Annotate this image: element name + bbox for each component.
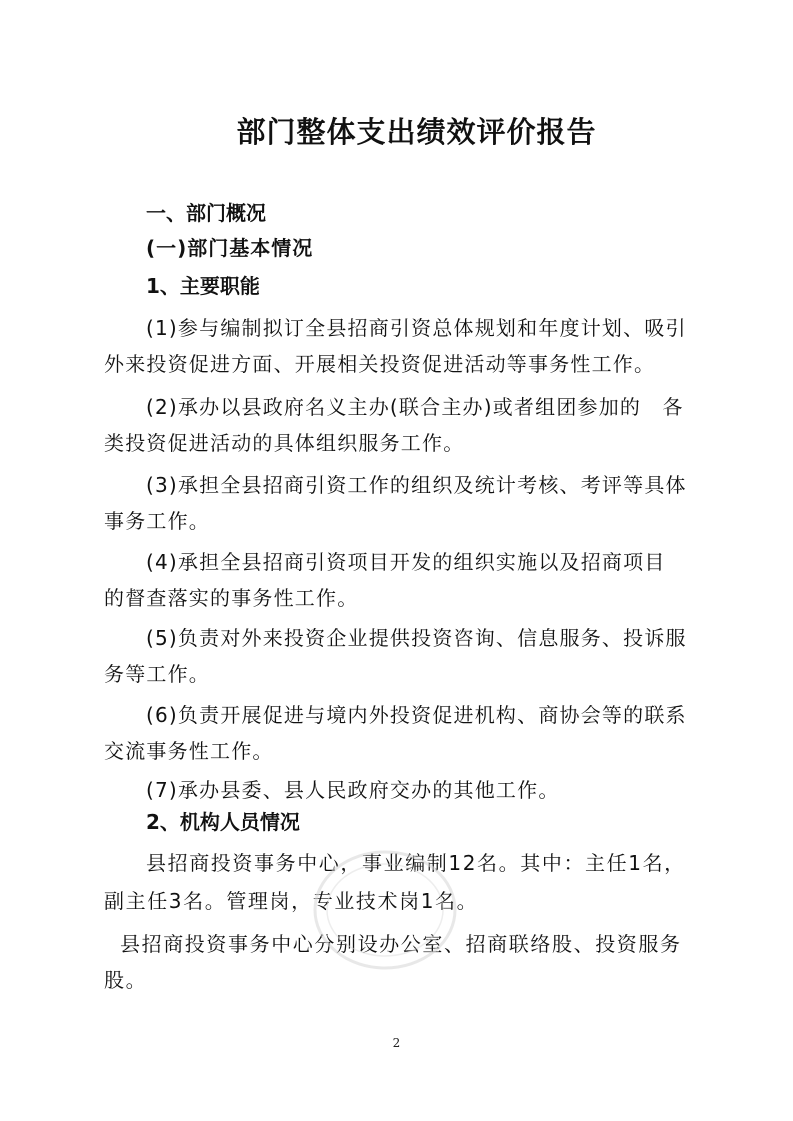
duty-paragraph-4: (4)承担全县招商引资项目开发的组织实施以及招商项目 的督查落实的事务性工作。 (104, 550, 687, 610)
section-heading-department-overview: 一、部门概况 (146, 201, 266, 225)
page-number: 2 (392, 1036, 401, 1050)
stamp-watermark (300, 840, 470, 980)
faded-stamp-icon (300, 840, 470, 980)
duty-paragraph-5: (5)负责对外来投资企业提供投资咨询、信息服务、投诉服务等工作。 (104, 626, 687, 686)
staffing-paragraph: 县招商投资事务中心，事业编制12名。其中：主任1名，副主任3名。管理岗，专业技术岗1名。 (104, 851, 686, 913)
duty-paragraph-3: (3)承担全县招商引资工作的组织及统计考核、考评等具体事务工作。 (104, 473, 687, 533)
document-title: 部门整体支出绩效评价报告 (236, 115, 597, 149)
item-heading-staffing: 2、机构人员情况 (146, 810, 300, 834)
duty-paragraph-6: (6)负责开展促进与境内外投资促进机构、商协会等的联系交流事务性工作。 (104, 703, 687, 763)
duty-paragraph-7: (7)承办县委、县人民政府交办的其他工作。 (146, 778, 560, 802)
subsection-heading-basic-info: (一)部门基本情况 (146, 236, 314, 260)
duty-paragraph-1: (1)参与编制拟订全县招商引资总体规划和年度计划、吸引外来投资促进方面、开展相关投资促进活动等事务性工作。 (104, 316, 687, 376)
offices-paragraph: 县招商投资事务中心分别设办公室、招商联络股、投资服务股。 (104, 932, 682, 992)
duty-paragraph-2: (2)承办以县政府名义主办(联合主办)或者组团参加的 各类投资促进活动的具体组织服务工作。 (104, 395, 684, 455)
item-heading-main-duties: 1、主要职能 (146, 274, 260, 298)
